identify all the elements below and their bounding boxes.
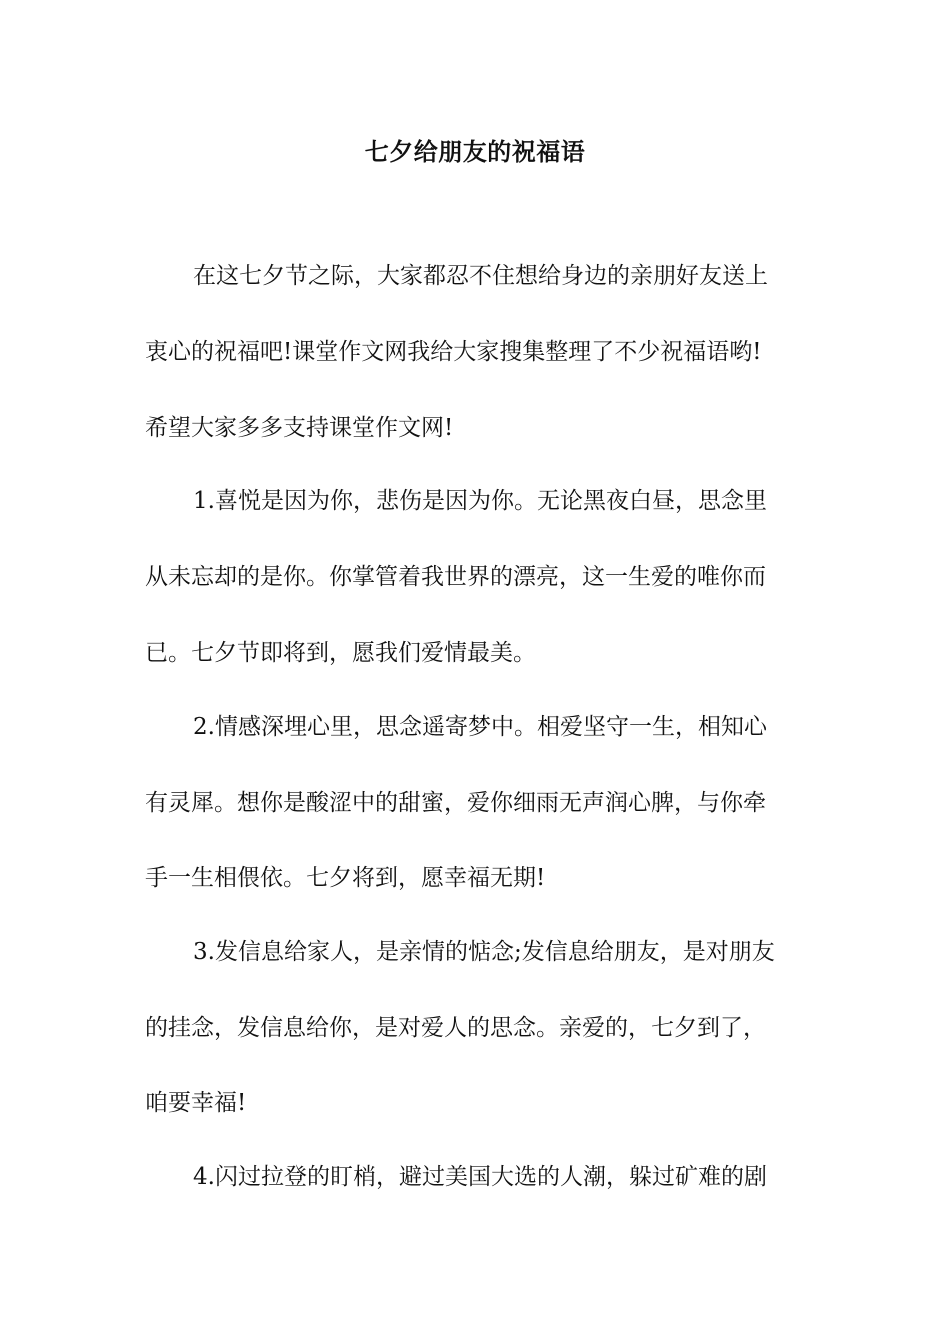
paragraph-line: 的挂念，发信息给你，是对爱人的思念。亲爱的，七夕到了， <box>145 1015 766 1041</box>
paragraph-line: 4.闪过拉登的盯梢，避过美国大选的人潮，躲过矿难的剧 <box>193 1164 767 1190</box>
paragraph-line: 咱要幸福! <box>145 1090 247 1116</box>
paragraph-line: 希望大家多多支持课堂作文网! <box>145 415 454 441</box>
paragraph-line: 2.情感深埋心里，思念遥寄梦中。相爱坚守一生，相知心 <box>193 714 767 740</box>
paragraph-line: 1.喜悦是因为你，悲伤是因为你。无论黑夜白昼，思念里 <box>193 488 767 514</box>
paragraph-line: 从未忘却的是你。你掌管着我世界的漂亮，这一生爱的唯你而 <box>145 564 766 590</box>
document-title: 七夕给朋友的祝福语 <box>364 138 586 166</box>
paragraph-line: 在这七夕节之际，大家都忍不住想给身边的亲朋好友送上 <box>193 263 768 289</box>
paragraph-line: 衷心的祝福吧!课堂作文网我给大家搜集整理了不少祝福语哟! <box>145 339 762 365</box>
paragraph-line: 手一生相偎依。七夕将到，愿幸福无期! <box>145 865 546 891</box>
paragraph-line: 3.发信息给家人，是亲情的惦念;发信息给朋友，是对朋友 <box>193 939 775 965</box>
paragraph-line: 已。七夕节即将到，愿我们爱情最美。 <box>145 640 536 666</box>
paragraph-line: 有灵犀。想你是酸涩中的甜蜜，爱你细雨无声润心脾，与你牵 <box>145 790 766 816</box>
